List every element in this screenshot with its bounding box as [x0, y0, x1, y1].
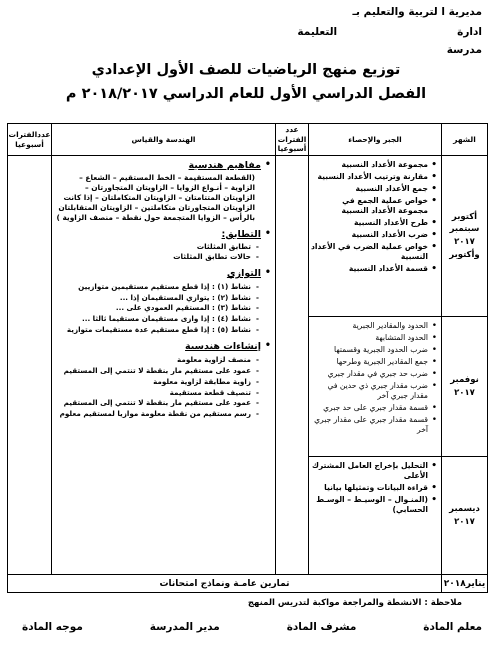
month-cell: [442, 156, 488, 317]
school-label: مدرسة: [446, 44, 482, 56]
algebra-header: الجبر والإحصاء: [309, 124, 442, 156]
list-item: • ضرب الأعداد النسبية: [311, 230, 437, 240]
table-footer-row: [8, 575, 488, 593]
concepts-title: • مفاهيم هندسية: [52, 156, 275, 172]
geometry-cell: [52, 156, 276, 575]
month-line: سبتمبر: [449, 224, 480, 235]
list-item: • ضرب حد جبري في مقدار جبري: [311, 369, 437, 379]
algebra-cell: [309, 317, 442, 457]
periods-header-b: عددالفترات أسبوعيا: [8, 124, 52, 156]
list-item: • جمع المقادير الجبرية وطرحها: [311, 357, 437, 367]
list-item: • قسمة الأعداد النسبية: [311, 264, 437, 274]
parallel-title: • التوازي: [52, 264, 275, 280]
constructions-title: • إنشاءات هندسية: [52, 337, 275, 353]
periods-header-a: عدد الفترات أسبوعيا: [276, 124, 309, 156]
congruence-title: • التطابق:: [52, 225, 275, 241]
list-item: • خواص عملية الجمع في مجموعة الأعداد النسبية: [311, 196, 437, 216]
list-item: - نشاط (٤) : إذا وازى مستقيمان مستقيما ثالثا ...: [56, 314, 259, 324]
list-item: - عمود على مستقيم مار بنقطة لا تنتمي إلى المستقيم: [56, 398, 259, 408]
periods-cell-b: [8, 156, 52, 575]
list-item: • قراءة البيانات وتمثيلها بيانيا: [311, 483, 437, 493]
list-item: - حالات تطابق المثلثات: [56, 252, 259, 262]
administration-label: [297, 26, 482, 38]
document-subtitle: الفصل الدراسي الأول للعام الدراسي ٢٠١٨/٢٠١٧ م: [65, 86, 427, 102]
signatures-row: [22, 621, 482, 633]
list-item: • مقارنة وترتيب الأعداد النسبية: [311, 172, 437, 182]
list-item: - عمود على مستقيم مار بنقطة لا تنتمي إلى المستقيم: [56, 366, 259, 376]
list-item: • طرح الأعداد النسبية: [311, 218, 437, 228]
list-item: - زاوية مطابقة لزاوية معلومة: [56, 377, 259, 387]
signature-teacher: معلم المادة: [423, 621, 482, 633]
list-item: • الحدود والمقادير الجبرية: [311, 321, 437, 331]
footer-text: تمارين عامـة ونماذج امتحانات: [8, 575, 442, 593]
month-header: الشهر: [442, 124, 488, 156]
list-item: - منصف لزاوية معلومة: [56, 355, 259, 365]
geometry-header: الهندسة والقياس: [52, 124, 276, 156]
list-item: • جمع الأعداد النسبية: [311, 184, 437, 194]
table-row: [8, 156, 488, 317]
list-item: • ضرب الحدود الجبرية وقسمتها: [311, 345, 437, 355]
list-item: • قسمة مقدار جبري على مقدار جبري آخر: [311, 415, 437, 435]
list-item: - نشاط (٣) : المستقيم العمودي على ...: [56, 303, 259, 313]
list-item: • (المنـوال – الوسيـط – الوسـط الحسابي): [311, 495, 437, 515]
month-line: نوفمبر: [450, 374, 479, 385]
month-line: ديسمبر: [449, 503, 480, 514]
month-line: أكتوبر: [451, 211, 478, 222]
footer-month: يناير٢٠١٨: [442, 575, 488, 593]
list-item: - تنصيف قطعة مستقيمة: [56, 388, 259, 398]
administration-word: ادارة: [457, 26, 482, 38]
month-cell: [442, 457, 488, 575]
list-item: • مجموعة الأعداد النسبية: [311, 160, 437, 170]
month-line: ٢٠١٧ وأكتوبر: [449, 237, 480, 260]
signature-supervisor: مشرف المادة: [286, 621, 357, 633]
list-item: - نشاط (٥) : إذا قطع مستقيم عدة مستقيمات متوازية: [56, 325, 259, 335]
algebra-cell: [309, 156, 442, 317]
curriculum-table: [7, 123, 488, 593]
education-word: التعليمة: [297, 26, 338, 38]
list-item: - نشاط (١) : إذا قطع مستقيم مستقيمين متوازيين: [56, 282, 259, 292]
list-item: • ضرب مقدار جبري ذي حدين في مقدار جبري آخر: [311, 381, 437, 401]
note: ملاحظة : الانشطة والمراجعة مواكبة لتدريس المنهج: [247, 598, 462, 608]
list-item: - تطابق المثلثات: [56, 242, 259, 252]
table-header-row: [8, 124, 488, 156]
list-item: • الحدود المتشابهة: [311, 333, 437, 343]
month-line: ٢٠١٧: [454, 516, 475, 527]
list-item: • قسمة مقدار جبري على حد جبري: [311, 403, 437, 413]
list-item: - نشاط (٢) : يتوازي المستقيمان إذا ...: [56, 293, 259, 303]
signature-principal: مدير المدرسة: [149, 621, 220, 633]
signature-inspector: موجه المادة: [22, 621, 83, 633]
directorate-label: مديرية ا لتربية والتعليم بـ: [352, 6, 482, 18]
month-line: ٢٠١٧: [454, 387, 475, 398]
document-title: توزيع منهج الرياضيات للصف الأول الإعدادي: [91, 62, 401, 78]
list-item: • خواص عملية الضرب في الأعداد النسبية: [311, 242, 437, 262]
month-cell: [442, 317, 488, 457]
algebra-cell: [309, 457, 442, 575]
concepts-body: (القطعة المستقيمة – الخط المستقيم – الشعاع – الزاوية – أنـواع الزوايا – الزاويتان المتجاورتان – الزاويتان المتتامتان – الزاويتان المتكاملتان – إذا كانت الزاويتان المتجاورتان متكاملتين – الزاويتان المتقابلتان بالرأس – الزوايا المتجمعة حول نقطة – منصف الزاوية ): [56, 173, 255, 222]
list-item: • التحليل بإخراج العامل المشترك الأعلى: [311, 461, 437, 481]
periods-cell-a: [276, 156, 309, 575]
list-item: - رسم مستقيم من نقطة معلومة موازيا لمستقيم معلوم: [56, 409, 259, 419]
